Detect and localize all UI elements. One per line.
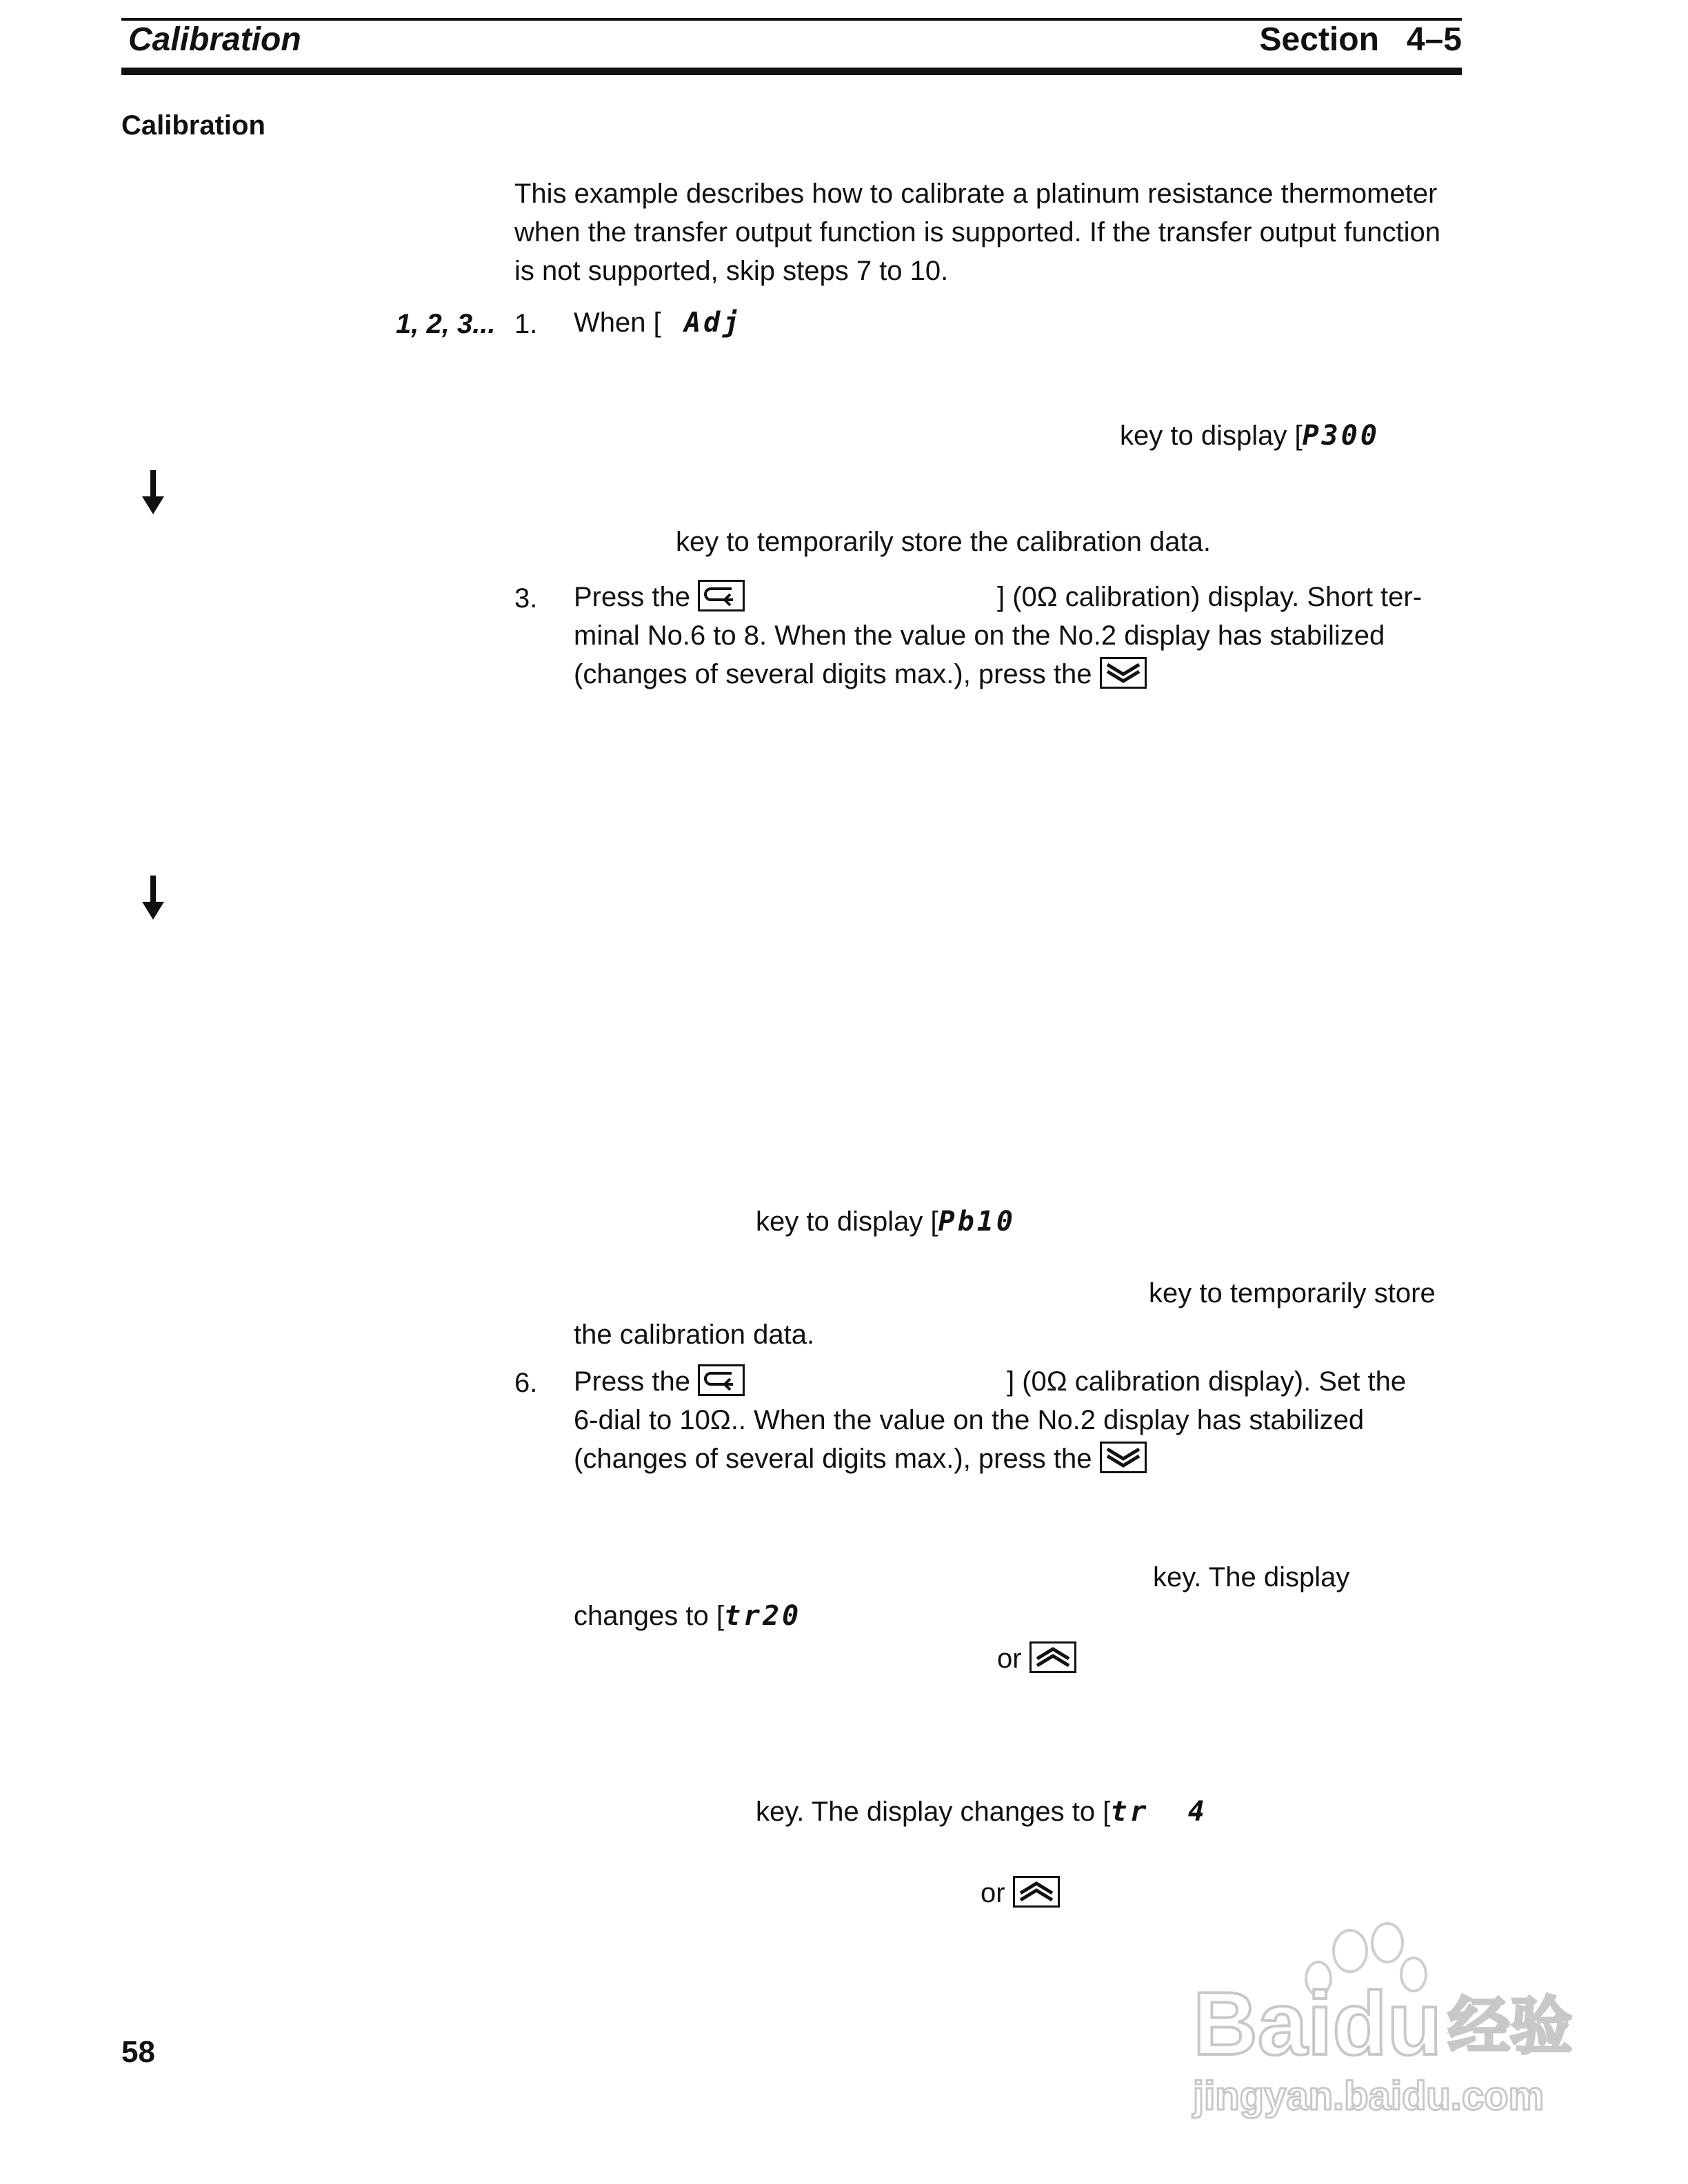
intro-line-2: when the transfer output function is supported. If the transfer output function [514,217,1441,247]
step3-line-1 [574,578,745,616]
step7-line-2 [574,1597,801,1635]
watermark-cn: 经验 [1448,1990,1572,2063]
step8-line-1 [756,1792,1207,1831]
step2-display: P300 [1302,420,1380,452]
step5-text-a: key to display [ [756,1206,938,1237]
step3-line-3-text: (changes of several digits max.), press the [574,659,1092,689]
up-key-icon [1013,1876,1060,1908]
step5-display: Pb10 [938,1206,1016,1237]
step7-display: tr20 [723,1600,802,1632]
header-title: Calibration [128,21,301,58]
step1-line [574,303,742,342]
header-rule-bottom [121,68,1462,75]
watermark-url: jingyan.baidu.com [1193,2074,1545,2119]
step2-line-2: key to temporarily store the calibration data. [676,527,1211,557]
step8-or: or [981,1878,1005,1908]
baidu-watermark [1172,1903,1600,2130]
step6-line-1 [574,1362,745,1401]
step8-line-2 [981,1874,1060,1912]
step3-line-3 [574,655,1147,694]
intro-line-3: is not supported, skip steps 7 to 10. [514,256,949,286]
step7-line-1: key. The display [1153,1562,1350,1593]
step7-or: or [997,1644,1022,1674]
step2-text-a: key to display [ [1120,421,1303,451]
step1-number: 1. [514,309,538,339]
step6-press: Press the [574,1366,690,1397]
up-key-icon [1029,1641,1076,1673]
subheading: Calibration [121,110,265,141]
sequence-marker: 1, 2, 3... [396,309,496,339]
step5-line-2: key to temporarily store [1149,1278,1436,1308]
step8-display: tr 4 [1110,1796,1207,1828]
step6-line-2: 6-dial to 10Ω.. When the value on the No.2 display has stabilized [574,1405,1365,1435]
mode-key-icon [698,1364,745,1396]
step3-line-2: minal No.6 to 8. When the value on the No.2 display has stabilized [574,620,1385,651]
section-number: 4–5 [1406,21,1462,58]
step6-line-3-text: (changes of several digits max.), press the [574,1444,1092,1474]
down-key-icon [1100,1442,1147,1473]
page-number: 58 [121,2035,155,2069]
intro-line-1: This example describes how to calibrate a platinum resistance thermometer [514,179,1438,209]
down-arrow-icon [142,470,164,518]
step6-line-1-rest: ] (0Ω calibration display). Set the [1007,1366,1407,1397]
mode-key-icon [698,580,745,611]
step2-line-1 [1120,416,1380,455]
step8-text-a: key. The display changes to [ [756,1797,1111,1827]
down-arrow-icon [142,876,164,923]
step6-line-3 [574,1439,1147,1478]
step6-number: 6. [514,1368,538,1398]
step3-press: Press the [574,582,690,612]
step7-text-b: changes to [ [574,1601,724,1631]
step5-line-1 [756,1202,1016,1241]
watermark-brand: Baidu [1193,1973,1443,2074]
step3-number: 3. [514,583,538,614]
step1-text: When [ [574,307,661,338]
step3-line-1-rest: ] (0Ω calibration) display. Short ter- [997,582,1423,612]
step1-display: Adj [684,307,743,338]
step7-line-3 [997,1639,1076,1678]
down-key-icon [1100,657,1147,689]
header-section [1260,21,1462,59]
step5-line-3: the calibration data. [574,1320,815,1350]
section-label: Section [1259,21,1379,58]
